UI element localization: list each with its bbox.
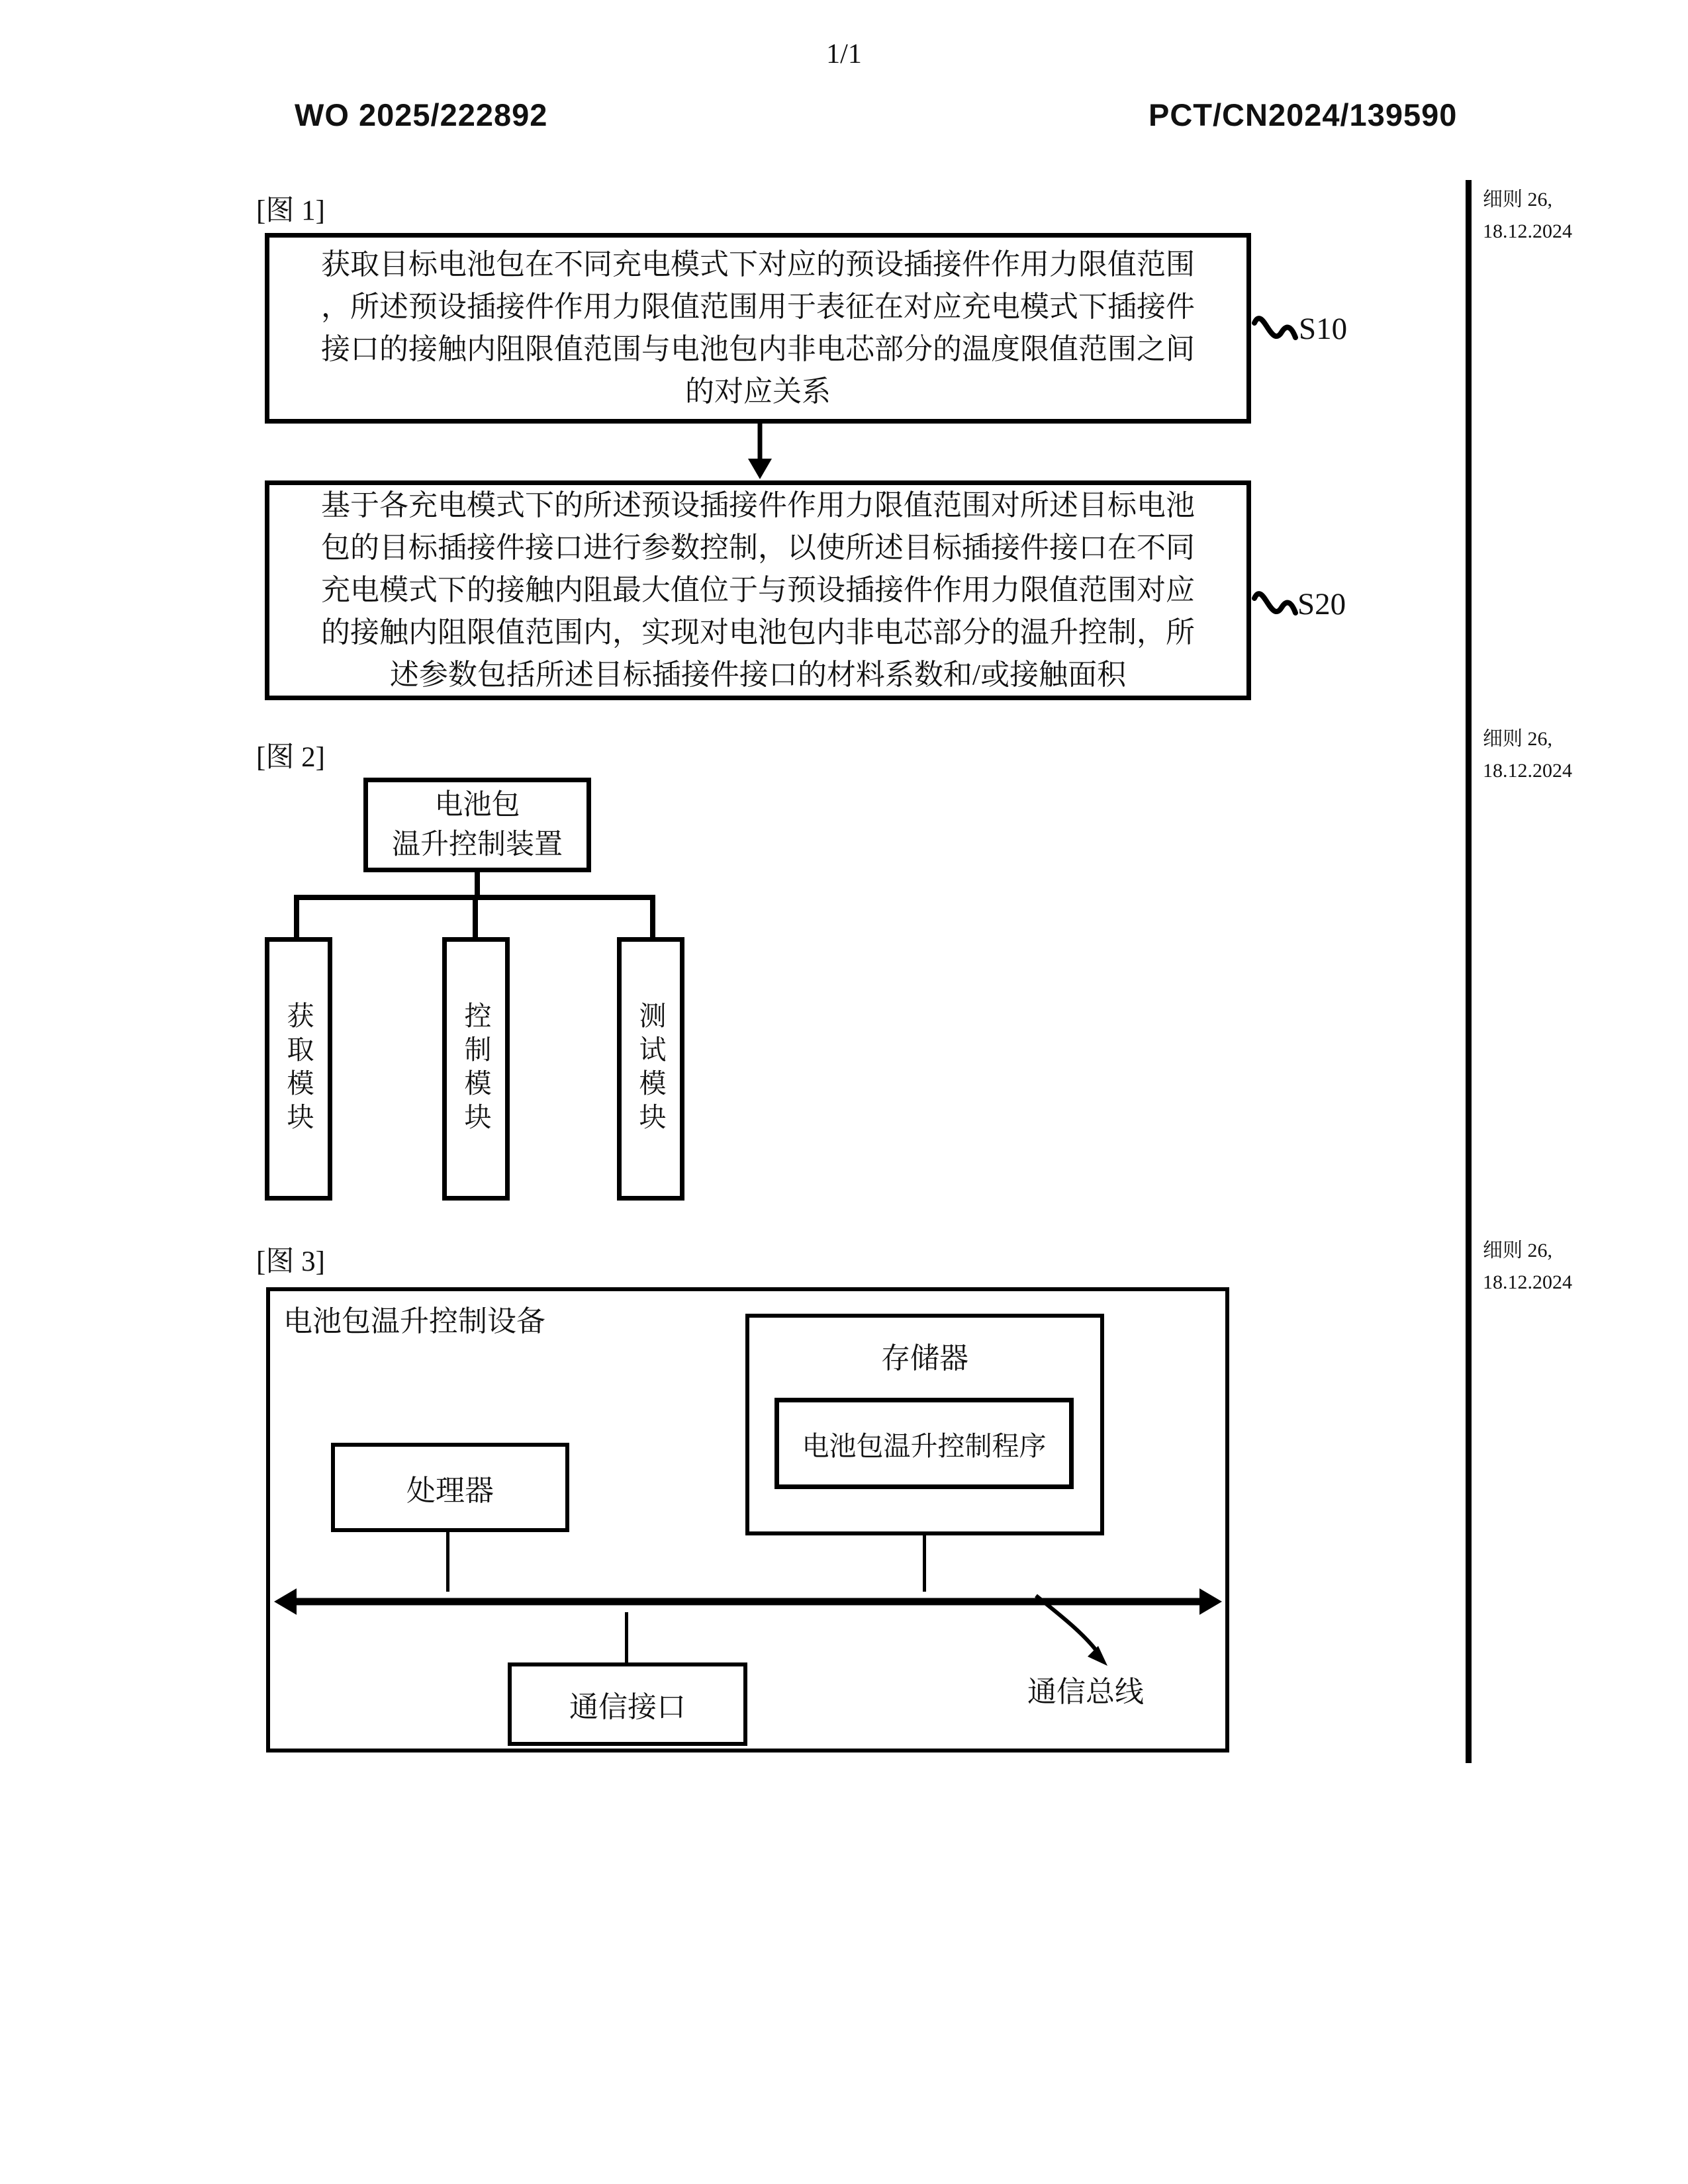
margin-note-date: 18.12.2024 [1483, 1271, 1572, 1293]
flowchart-step-s10-box [265, 233, 1251, 424]
step-reference-s20: S20 [1297, 587, 1346, 621]
processor-label: 处理器 [406, 1474, 494, 1507]
control-module-box [442, 937, 510, 1201]
acquisition-module-label: 获取模块 [283, 1001, 314, 1136]
control-device-label: 电池包温升控制设备 [283, 1305, 545, 1338]
margin-note-rule: 细则 26, [1483, 189, 1552, 210]
device-root-line2: 温升控制装置 [392, 829, 563, 860]
memory-label: 存储器 [881, 1342, 968, 1375]
figure2-label: [图 2] [256, 742, 325, 773]
flowchart-step-s20-box [265, 480, 1251, 700]
step-text-line: ，所述预设插接件作用力限值范围用于表征在对应充电模式下插接件 [321, 291, 1195, 323]
step-reference-s10: S10 [1299, 312, 1348, 346]
step-text-line: 基于各充电模式下的所述预设插接件作用力限值范围对所述目标电池 [321, 489, 1195, 522]
margin-note-date: 18.12.2024 [1483, 220, 1572, 242]
margin-note-rule: 细则 26, [1483, 728, 1552, 750]
margin-note-rule: 细则 26, [1483, 1240, 1552, 1261]
device-root-box [363, 778, 591, 872]
margin-note-date: 18.12.2024 [1483, 760, 1572, 782]
margin-note [1483, 1235, 1635, 1298]
comm-interface-label: 通信接口 [569, 1691, 686, 1723]
test-module-label: 测试模块 [635, 1001, 666, 1136]
acquisition-module-box [265, 937, 332, 1201]
step-text-line: 述参数包括所述目标插接件接口的材料系数和/或接触面积 [389, 659, 1127, 691]
test-module-box [617, 937, 684, 1201]
step-text-line: 的对应关系 [685, 375, 831, 408]
bus-label: 通信总线 [1027, 1676, 1144, 1708]
application-number: PCT/CN2024/139590 [1149, 97, 1458, 132]
step-text-line: 包的目标插接件接口进行参数控制，以使所述目标插接件接口在不同 [321, 531, 1195, 564]
step-text-line: 获取目标电池包在不同充电模式下对应的预设插接件作用力限值范围 [321, 248, 1195, 281]
program-label: 电池包温升控制程序 [802, 1430, 1047, 1461]
comm-interface-box [508, 1662, 747, 1746]
step-text-line: 的接触内阻限值范围内，实现对电池包内非电芯部分的温升控制，所 [321, 616, 1195, 649]
tree-drop-connector [473, 899, 478, 938]
publication-number: WO 2025/222892 [295, 97, 548, 132]
tree-stem-connector [475, 871, 480, 897]
figure3-label: [图 3] [256, 1246, 325, 1277]
page-indicator: 1/1 [826, 39, 862, 69]
figure1-label: [图 1] [256, 195, 325, 226]
control-module-label: 控制模块 [460, 1001, 491, 1136]
comm-interface-bus-connector [625, 1612, 628, 1664]
device-root-line1: 电池包 [434, 789, 520, 821]
s10-squiggle-icon [1251, 308, 1299, 356]
margin-rule-line [1466, 180, 1472, 1763]
tree-drop-connector [650, 899, 655, 938]
tree-drop-connector [294, 899, 299, 938]
program-box [774, 1398, 1074, 1489]
processor-box [331, 1443, 569, 1532]
bus-callout-arrow-icon [1029, 1590, 1129, 1673]
s20-squiggle-icon [1251, 584, 1299, 631]
margin-note [1483, 723, 1635, 787]
step-text-line: 充电模式下的接触内阻最大值位于与预设插接件作用力限值范围对应 [321, 574, 1195, 606]
step-text-line: 接口的接触内阻限值范围与电池包内非电芯部分的温度限值范围之间 [321, 333, 1195, 365]
down-arrow-icon [741, 422, 778, 480]
processor-bus-connector [446, 1531, 449, 1592]
memory-bus-connector [923, 1534, 926, 1592]
margin-note [1483, 184, 1635, 248]
